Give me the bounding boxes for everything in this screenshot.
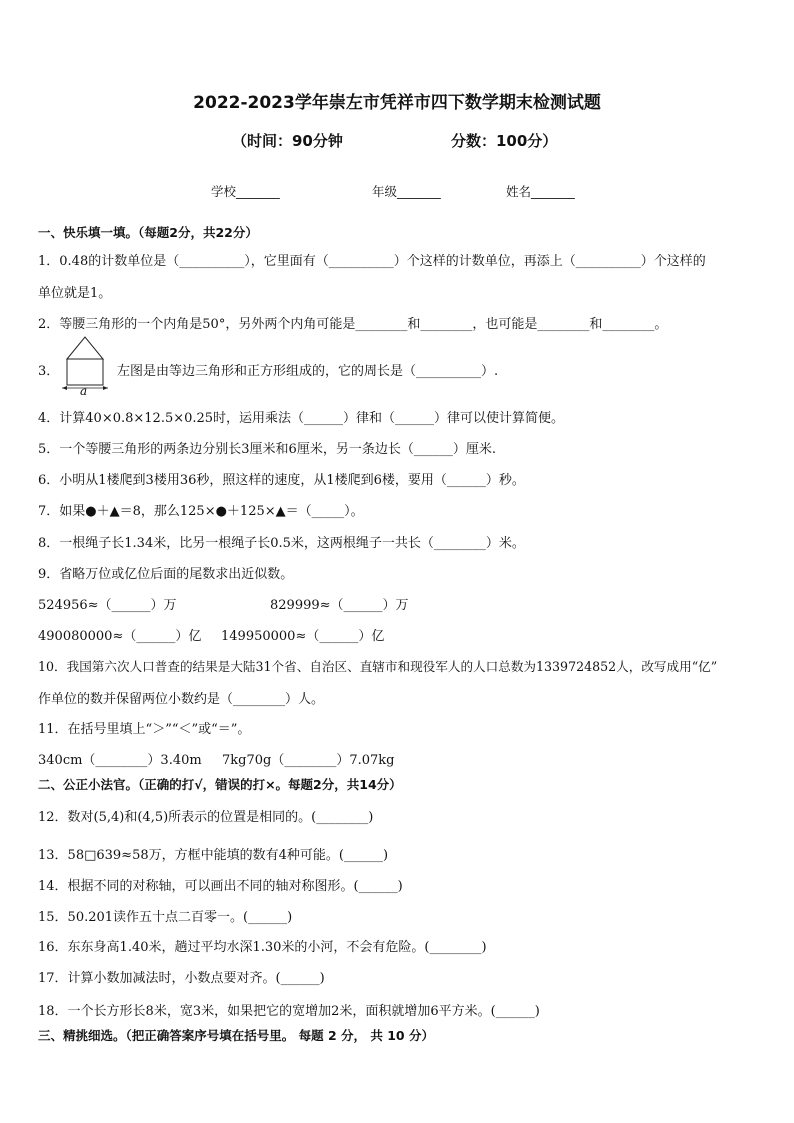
question-1: 1．0.48的计数单位是（__________），它里面有（__________）个这样的计数单位，再添上（__________）个这样的 [38, 254, 706, 269]
question-5: 5．一个等腰三角形的两条边分别长3厘米和6厘米，另一条边长（______）厘米. [38, 442, 496, 457]
question-10-cont: 作单位的数并保留两位小数约是（________）人。 [38, 692, 325, 707]
question-6: 6．小明从1楼爬到3楼用36秒，照这样的速度，从1楼爬到6楼，要用（______）秒。 [38, 473, 525, 488]
question-13: 13．58□639≈58万，方框中能填的数有4种可能。(______) [38, 848, 389, 863]
question-2: 2．等腰三角形的一个内角是50°，另外两个内角可能是________和________，也可能是________和________。 [38, 317, 668, 332]
score-label: 分数：100分） [451, 132, 558, 150]
name-field: 姓名_______ [506, 184, 575, 199]
question-1-cont: 单位就是1。 [38, 286, 112, 301]
question-3-number: 3． [38, 364, 60, 379]
section-1-heading: 一、快乐填一填。（每题2分，共22分） [38, 225, 258, 240]
school-field: 学校_______ [211, 184, 280, 199]
question-9d: 149950000≈（______）亿 [221, 629, 385, 644]
question-15: 15．50.201读作五十点二百零一。(______) [38, 910, 293, 925]
question-3: 左图是由等边三角形和正方形组成的，它的周长是（__________）. [117, 364, 499, 379]
question-11: 11．在括号里填上“＞”“＜”或“＝”。 [38, 722, 251, 737]
grade-field: 年级_______ [372, 184, 441, 199]
question-9: 9．省略万位或亿位后面的尾数求出近似数。 [38, 567, 294, 582]
question-11b: 7kg70g（________）7.07kg [222, 753, 395, 768]
question-14: 14．根据不同的对称轴，可以画出不同的轴对称图形。(______) [38, 879, 403, 894]
time-label: （时间：90分钟 [232, 132, 343, 150]
question-9a: 524956≈（______）万 [38, 598, 177, 613]
question-17: 17．计算小数加减法时，小数点要对齐。(______) [38, 971, 325, 986]
question-4: 4．计算40×0.8×12.5×0.25时，运用乘法（______）律和（______）律可以使计算简便。 [38, 411, 565, 426]
question-10: 10．我国第六次人口普查的结果是大陆31个省、自治区、直辖市和现役军人的人口总数为1339724852人，改写成用“亿” [38, 659, 718, 674]
section-3-heading: 三、精挑细选。（把正确答案序号填在括号里。 每题 2 分， 共 10 分） [38, 1028, 434, 1043]
section-2-heading: 二、公正小法官。（正确的打√，错误的打×。每题2分，共14分） [38, 777, 402, 792]
page-title: 2022-2023学年崇左市凭祥市四下数学期末检测试题 [193, 93, 601, 113]
question-7: 7．如果●＋▲＝8，那么125×●＋125×▲＝（_____）。 [38, 504, 364, 519]
question-18: 18．一个长方形长8米，宽3米，如果把它的宽增加2米，面积就增加6平方米。(______) [38, 1004, 540, 1019]
question-16: 16．东东身高1.40米，趟过平均水深1.30米的小河，不会有危险。(________) [38, 940, 487, 955]
question-9b: 829999≈（______）万 [270, 598, 409, 613]
figure-label-a: a [80, 384, 88, 398]
question-12: 12．数对(5,4)和(4,5)所表示的位置是相同的。(________) [38, 810, 374, 825]
question-8: 8．一根绳子长1.34米，比另一根绳子长0.5米，这两根绳子一共长（________）米。 [38, 536, 525, 551]
question-11a: 340cm（________）3.40m [38, 753, 202, 768]
question-9c: 490080000≈（______）亿 [38, 629, 202, 644]
